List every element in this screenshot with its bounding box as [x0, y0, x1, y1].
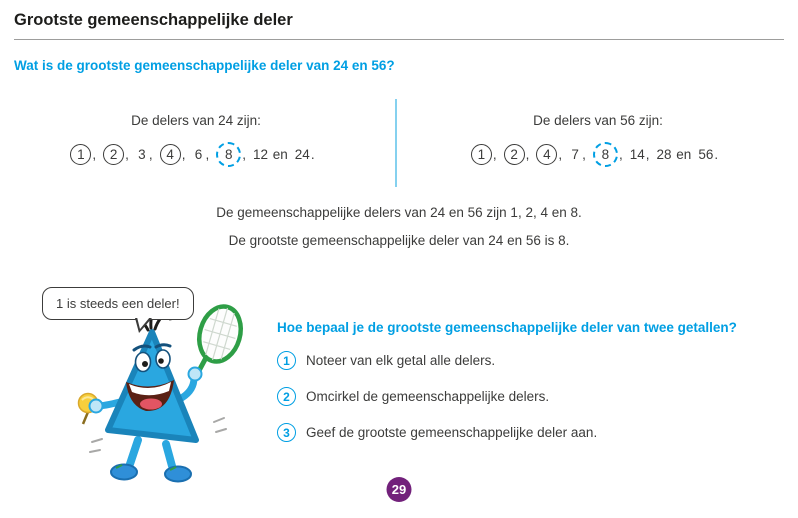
- divisor-number: 14: [629, 147, 645, 162]
- divisor-item: [253, 147, 288, 162]
- method-heading: Hoe bepaal je de grootste gemeenschappelijke deler van twee getallen?: [277, 320, 737, 335]
- divisor-separator: ,: [492, 147, 497, 162]
- divisor-separator: ,: [92, 147, 97, 162]
- divisor-common-circled: 1: [471, 144, 492, 165]
- divisors-56-list: [404, 141, 792, 168]
- divisor-separator: ,: [242, 147, 246, 162]
- divisor-common-circled: 1: [70, 144, 91, 165]
- divisor-separator: ,: [582, 147, 586, 162]
- title-divider-line: [14, 39, 784, 40]
- divisor-item: [295, 147, 315, 162]
- divisor-separator: ,: [525, 147, 530, 162]
- column-divider-line: [395, 99, 397, 187]
- divisors-column-56: [404, 113, 792, 168]
- divisor-common-circled: 4: [536, 144, 557, 165]
- divisor-common-circled: 4: [160, 144, 181, 165]
- divisor-number: 7: [571, 147, 579, 162]
- divisor-separator: ,: [125, 147, 129, 162]
- method-step: [277, 387, 777, 406]
- divisor-number: 56: [698, 147, 714, 162]
- step-number-badge: 1: [277, 351, 296, 370]
- divisor-separator: ,: [205, 147, 210, 162]
- divisor-item: [630, 147, 650, 162]
- divisor-gcd-highlight: 8: [593, 142, 618, 167]
- lesson-question: Wat is de grootste gemeenschappelijke deler van 24 en 56?: [14, 58, 395, 73]
- divisor-item: [698, 147, 718, 162]
- divisor-number: 3: [138, 147, 146, 162]
- divisor-number: 24: [294, 147, 310, 162]
- divisor-separator: ,: [148, 147, 153, 162]
- mascot-hand-left: [90, 400, 103, 413]
- divisors-24-list: [2, 141, 390, 168]
- divisor-number: 12: [252, 147, 269, 162]
- divisor-item: [471, 144, 497, 165]
- divisor-number: 28: [656, 147, 672, 162]
- divisor-item: [70, 144, 96, 165]
- divisor-number: 6: [194, 147, 203, 162]
- step-number-badge: 2: [277, 387, 296, 406]
- divisors-56-heading: De delers van 56 zijn:: [533, 113, 663, 128]
- divisor-separator: ,: [645, 147, 650, 162]
- divisor-item: [103, 144, 129, 165]
- step-text: Noteer van elk getal alle delers.: [306, 353, 496, 368]
- divisor-item: [657, 147, 692, 162]
- tennis-racket-icon: [193, 302, 247, 380]
- divisor-separator: ,: [618, 147, 623, 162]
- step-text: Omcirkel de gemeenschappelijke delers.: [306, 389, 550, 404]
- divisor-separator: .: [714, 147, 719, 162]
- divisor-item: [136, 147, 153, 162]
- mascot-illustration: [66, 300, 264, 488]
- step-text: Geef de grootste gemeenschappelijke deler aan.: [306, 425, 598, 440]
- page-number-badge: 29: [387, 477, 412, 502]
- divisor-item: [504, 144, 530, 165]
- divisor-item: [216, 142, 246, 167]
- divisor-item: [192, 147, 209, 162]
- divisor-separator: .: [310, 147, 315, 162]
- divisor-gcd-highlight: 8: [216, 142, 241, 167]
- divisor-separator: en: [672, 147, 692, 162]
- method-step: [277, 351, 777, 370]
- mascot-hand-right: [189, 368, 202, 381]
- divisor-common-circled: 2: [504, 144, 525, 165]
- mascot-legs: [111, 440, 191, 482]
- common-divisors-statement: De gemeenschappelijke delers van 24 en 56 zijn 1, 2, 4 en 8.: [216, 205, 582, 220]
- step-number-badge: 3: [277, 423, 296, 442]
- divisor-separator: en: [269, 147, 288, 162]
- method-steps: [277, 351, 777, 459]
- mascot-body: [108, 332, 196, 440]
- divisors-24-heading: De delers van 24 zijn:: [131, 113, 261, 128]
- method-step: [277, 423, 777, 442]
- divisor-common-circled: 2: [103, 144, 124, 165]
- speech-bubble-text: 1 is steeds een deler!: [56, 296, 180, 311]
- divisors-column-24: [2, 113, 390, 168]
- divisor-item: [569, 147, 586, 162]
- divisor-separator: ,: [181, 147, 186, 162]
- page-title: Grootste gemeenschappelijke deler: [14, 11, 293, 29]
- divisor-separator: ,: [558, 147, 563, 162]
- divisor-item: [593, 142, 623, 167]
- speech-bubble: [42, 287, 194, 320]
- divisor-item: [536, 144, 562, 165]
- gcd-statement: De grootste gemeenschappelijke deler van 24 en 56 is 8.: [228, 233, 570, 248]
- divisor-item: [160, 144, 186, 165]
